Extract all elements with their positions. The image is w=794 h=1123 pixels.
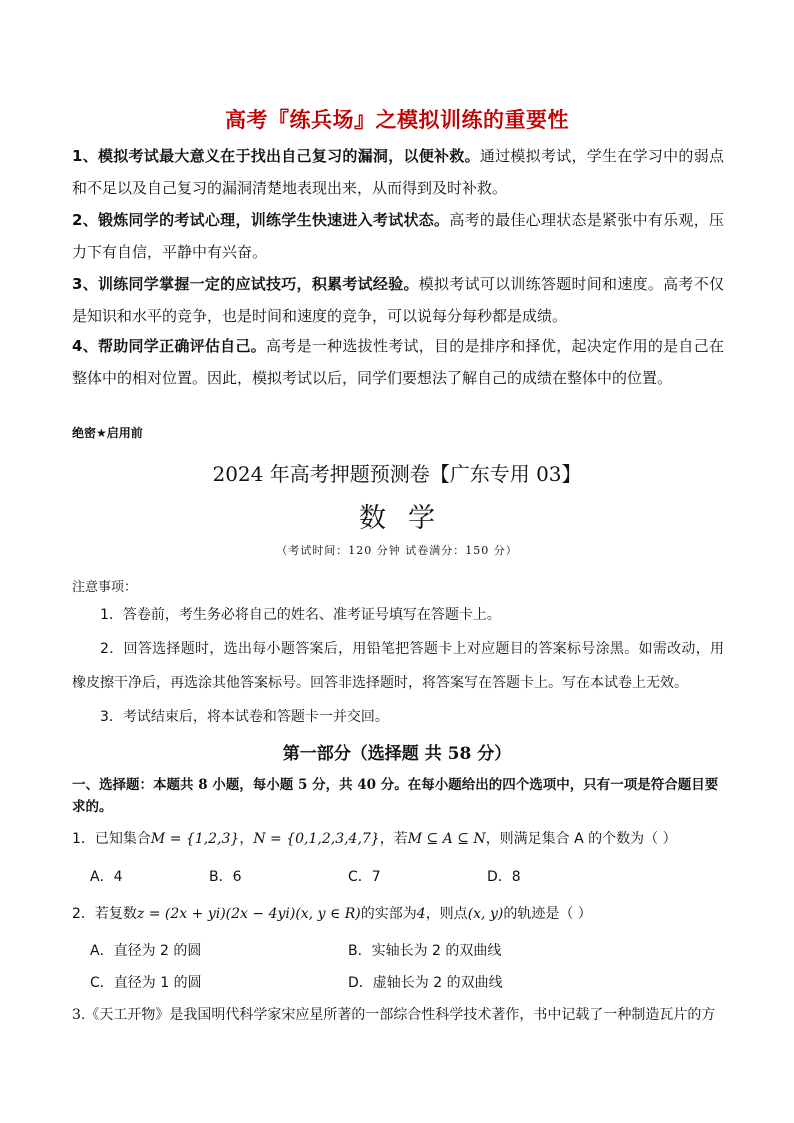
subject-title: 数学: [359, 503, 457, 534]
q2-option-c: C．直径为 1 的圆: [90, 975, 202, 991]
question-1: 1．已知集合M = {1,2,3}，N = {0,1,2,3,4,7}，若M ⊆ A ⊆ N，则满足集合 A 的个数为（ ）: [72, 831, 677, 847]
exam-title: 2024 年高考押题预测卷【广东专用 03】: [212, 462, 582, 486]
promo-point-2: 2、锻炼同学的考试心理，训练学生快速进入考试状态。高考的最佳心理状态是紧张中有乐观，压力下有自信，平静中有兴奋。: [72, 211, 724, 261]
q1-option-b: B．6: [209, 869, 242, 885]
notes-heading: 注意事项：: [72, 580, 138, 595]
promo-title: 高考『练兵场』之模拟训练的重要性: [225, 108, 569, 132]
q1-option-c: C．7: [348, 869, 381, 885]
promo-point-3: 3、训练同学掌握一定的应试技巧，积累考试经验。模拟考试可以训练答题时间和速度。高考不仅是知识和水平的竞争，也是时间和速度的竞争，可以说每分每秒都是成绩。: [72, 275, 724, 325]
q1-option-a: A．4: [90, 869, 123, 885]
note-2: 2．回答选择题时，选出每小题答案后，用铅笔把答题卡上对应题目的答案标号涂黑。如需改动，用橡皮擦干净后，再选涂其他答案标号。回答非选择题时，将答案写在答题卡上。写在本试卷上无效。: [72, 641, 724, 691]
confidential-label: 绝密★启用前: [72, 426, 143, 440]
note-1: 1．答卷前，考生务必将自己的姓名、准考证号填写在答题卡上。: [100, 607, 501, 623]
q1-option-d: D．8: [487, 869, 521, 885]
question-3: 3.《天工开物》是我国明代科学家宋应星所著的一部综合性科学技术著作，书中记载了一种制造瓦片的方: [72, 1007, 716, 1023]
part-title: 第一部分（选择题 共 58 分）: [282, 744, 512, 764]
promo-point-4: 4、帮助同学正确评估自己。高考是一种选拔性考试，目的是排序和择优，起决定作用的是自己在整体中的相对位置。因此，模拟考试以后，同学们要想法了解自己的成绩在整体中的位置。: [72, 337, 724, 387]
q2-option-a: A．直径为 2 的圆: [90, 943, 202, 959]
exam-info: （考试时间：120 分钟 试卷满分：150 分）: [276, 544, 518, 557]
note-3: 3．考试结束后，将本试卷和答题卡一并交回。: [100, 709, 389, 725]
q2-option-d: D．虚轴长为 2 的双曲线: [348, 975, 503, 991]
q2-option-b: B．实轴长为 2 的双曲线: [348, 943, 502, 959]
question-2: 2．若复数z = (2x + yi)(2x − 4yi)(x, y ∈ R)的实部为4，则点(x, y)的轨迹是（ ）: [72, 906, 592, 922]
promo-point-1: 1、模拟考试最大意义在于找出自己复习的漏洞，以便补救。通过模拟考试，学生在学习中的弱点和不足以及自己复习的漏洞清楚地表现出来，从而得到及时补救。: [72, 147, 724, 197]
section-instruction: 一、选择题：本题共 8 小题，每小题 5 分，共 40 分。在每小题给出的四个选项中，只有一项是符合题目要求的。: [72, 777, 719, 815]
